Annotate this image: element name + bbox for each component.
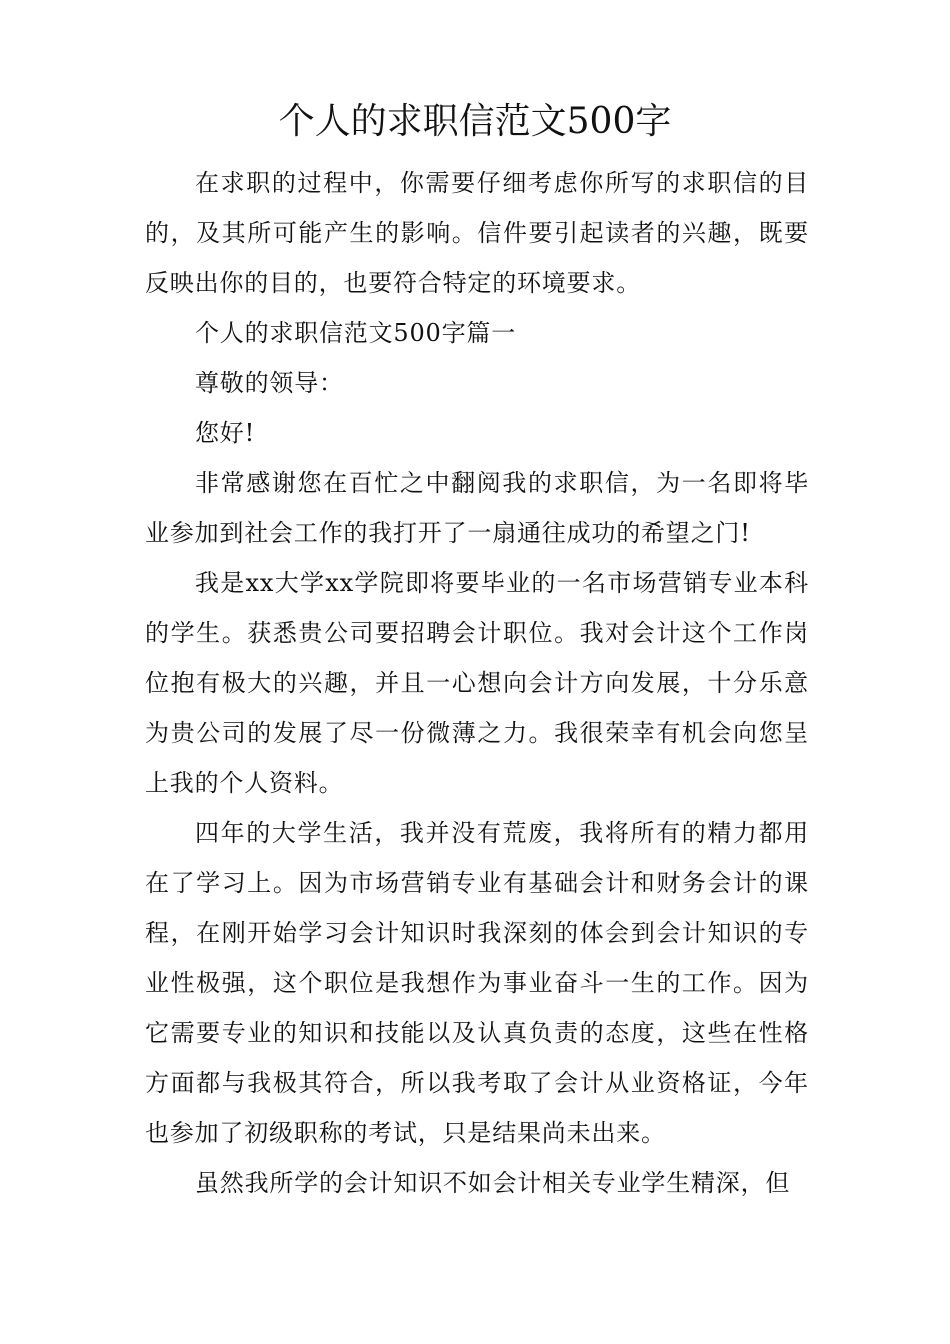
intro-paragraph: 在求职的过程中，你需要仔细考虑你所写的求职信的目的，及其所可能产生的影响。信件要引起读者的兴趣，既要反映出你的目的，也要符合特定的环境要求。 <box>145 169 809 297</box>
salutation: 尊敬的领导： <box>195 369 344 397</box>
body-paragraph: 四年的大学生活，我并没有荒废，我将所有的精力都用在了学习上。因为市场营销专业有基础会计和财务会计的课程，在刚开始学习会计知识时我深刻的体会到会计知识的专业性极强，这个职位是我想作为事业奋斗一生的工作。因为它需要专业的知识和技能以及认真负责的态度，这些在性格方面都与我极其符合，所以我考取了会计从业资格证，今年也参加了初级职称的考试，只是结果尚未出来。 <box>145 819 809 1147</box>
document-title: 个人的求职信范文500字 <box>278 101 672 142</box>
document-body <box>145 158 809 1208</box>
body-paragraph: 虽然我所学的会计知识不如会计相关专业学生精深，但 <box>195 1169 791 1197</box>
body-paragraph: 非常感谢您在百忙之中翻阅我的求职信，为一名即将毕业参加到社会工作的我打开了一扇通往成功的希望之门! <box>145 469 809 547</box>
greeting: 您好! <box>195 419 256 447</box>
body-paragraph: 我是xx大学xx学院即将要毕业的一名市场营销专业本科的学生。获悉贵公司要招聘会计职位。我对会计这个工作岗位抱有极大的兴趣，并且一心想向会计方向发展，十分乐意为贵公司的发展了尽一份微薄之力。我很荣幸有机会向您呈上我的个人资料。 <box>145 569 809 797</box>
section-heading: 个人的求职信范文500字篇一 <box>195 319 517 347</box>
